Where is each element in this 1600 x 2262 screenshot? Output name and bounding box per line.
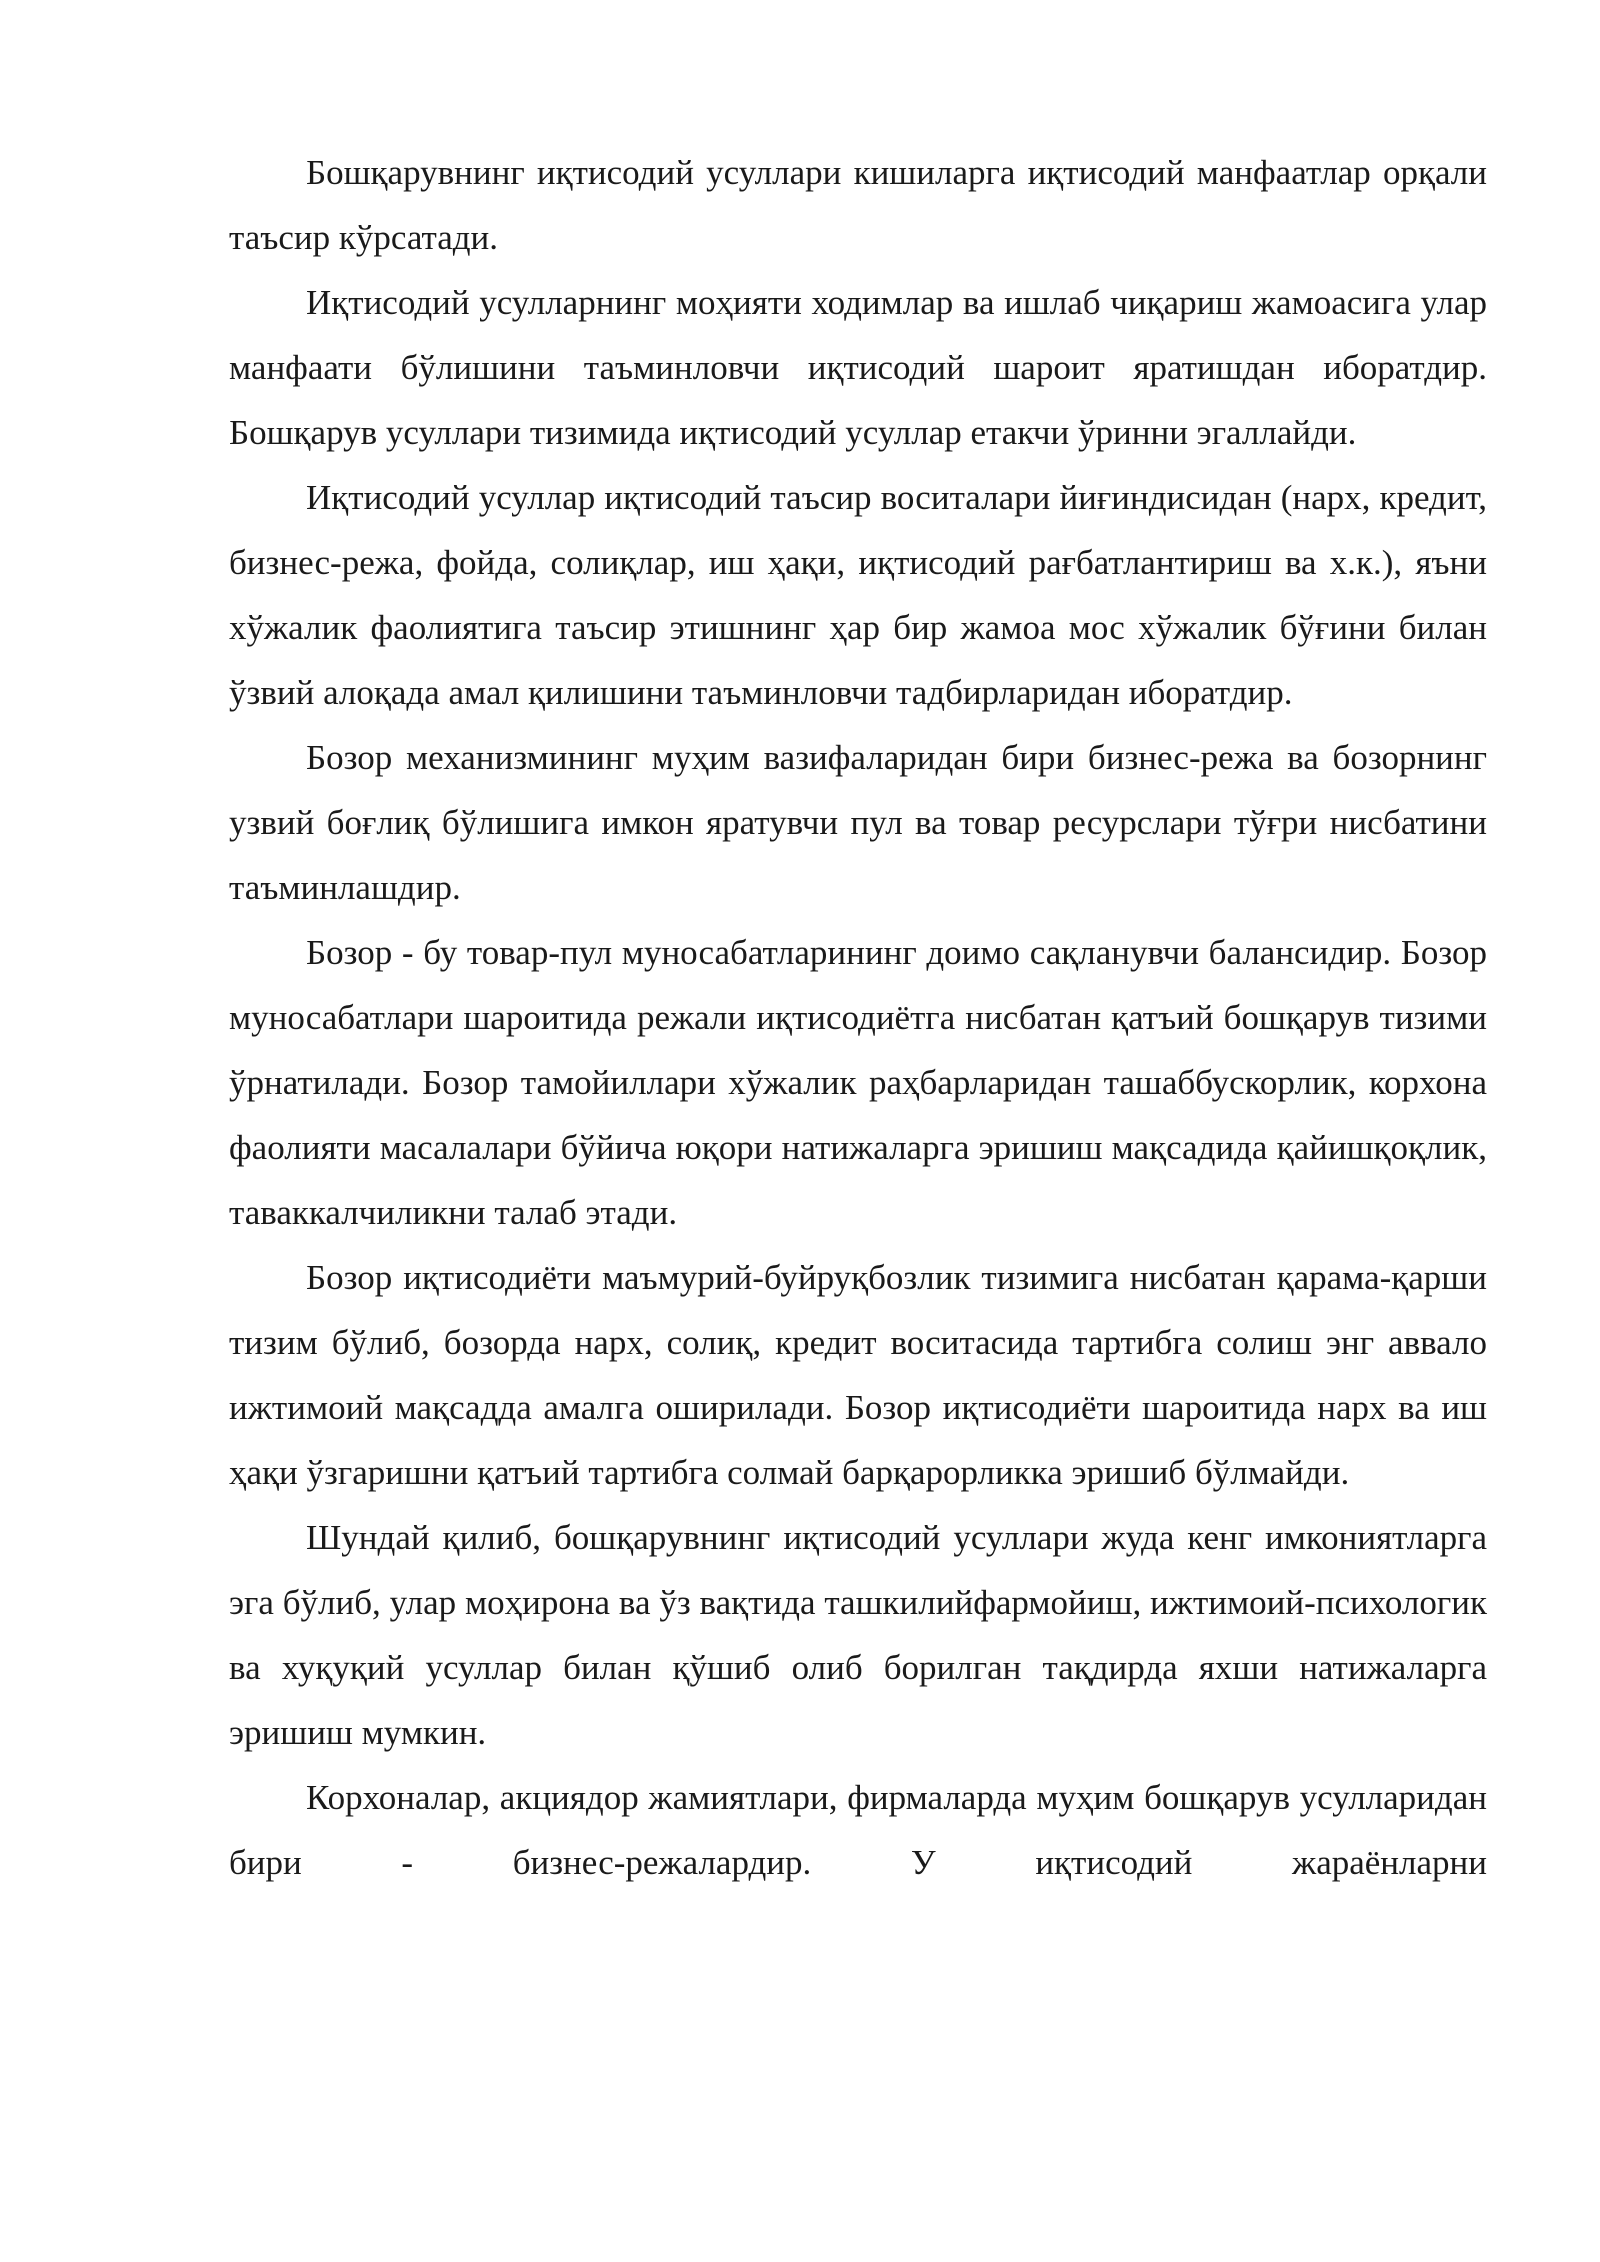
paragraph-economic-methods-essence: Иқтисодий усулларнинг моҳияти ходимлар ва ишлаб чиқариш жамоасига улар манфаати бўлишини таъминловчи иқтисодий шароит яратишдан иборатдир. Бошқарув усуллари тизимида иқтисодий усуллар етакчи ўринни эгаллайди. — [229, 283, 1487, 452]
paragraph-economic-influence-tools: Иқтисодий усуллар иқтисодий таъсир воситалари йиғиндисидан (нарх, кредит, бизнес-режа, фойда, солиқлар, иш ҳақи, иқтисодий рағбатлантириш ва х.к.), яъни хўжалик фаолиятига таъсир этишнинг ҳар бир жамоа мос хўжалик бўғини билан ўзвий алоқада амал қилишини таъминловчи тадбирларидан иборатдир. — [229, 478, 1487, 712]
paragraph-economic-methods-intro: Бошқарувнинг иқтисодий усуллари кишиларга иқтисодий манфаатлар орқали таъсир кўрсатади. — [229, 153, 1487, 257]
paragraph-business-plans: Корхоналар, акциядор жамиятлари, фирмаларда муҳим бошқарув усулларидан бири - бизнес-режалардир. У иқтисодий жараёнларни — [229, 1778, 1487, 1882]
paragraph-market-economy: Бозор иқтисодиёти маъмурий-буйруқбозлик тизимига нисбатан қарама-қарши тизим бўлиб, бозорда нарх, солиқ, кредит воситасида тартибга солиш энг аввало ижтимоий мақсадда амалга оширилади. Бозор иқтисодиёти шароитида нарх ва иш ҳақи ўзгаришни қатъий тартибга солмай барқарорликка эришиб бўлмайди. — [229, 1258, 1487, 1492]
paragraph-market-mechanism: Бозор механизмининг муҳим вазифаларидан бири бизнес-режа ва бозорнинг узвий боғлиқ бўлишига имкон яратувчи пул ва товар ресурслари тўғри нисбатини таъминлашдир. — [229, 738, 1487, 907]
paragraph-conclusion: Шундай қилиб, бошқарувнинг иқтисодий усуллари жуда кенг имкониятларга эга бўлиб, улар моҳирона ва ўз вақтида ташкилийфармойиш, ижтимоий-психологик ва хуқуқий усуллар билан қўшиб олиб борилган тақдирда яхши натижаларга эришиш мумкин. — [229, 1518, 1487, 1752]
paragraph-market-balance: Бозор - бу товар-пул муносабатларининг доимо сақланувчи балансидир. Бозор муносабатлари шароитида режали иқтисодиётга нисбатан қатъий бошқарув тизими ўрнатилади. Бозор тамойиллари хўжалик раҳбарларидан ташаббускорлик, корхона фаолияти масалалари бўйича юқори натижаларга эришиш мақсадида қайишқоқлик, таваккалчиликни талаб этади. — [229, 933, 1487, 1232]
document-body — [229, 140, 1487, 1895]
